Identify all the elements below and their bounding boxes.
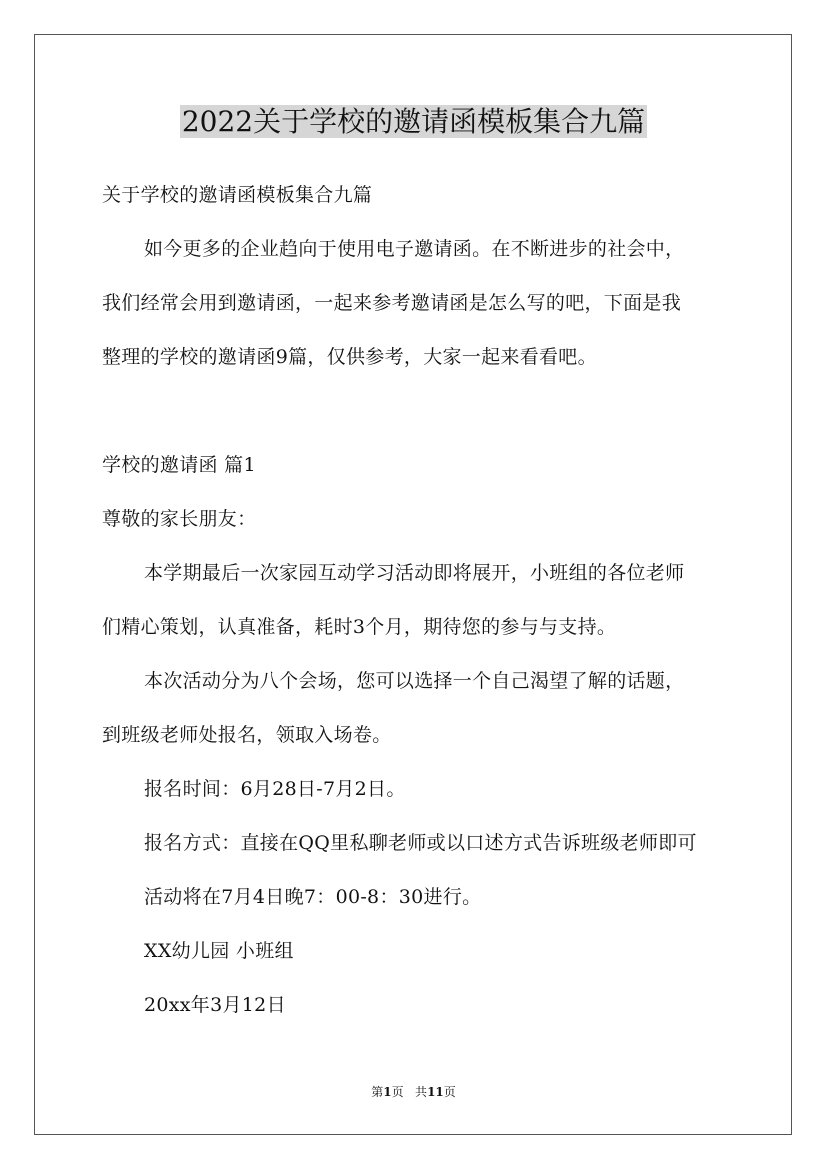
registration-method: 报名方式：直接在QQ里私聊老师或以口述方式告诉班级老师即可: [144, 832, 697, 854]
footer-page-number: 1: [383, 1085, 392, 1099]
body-line-3: 本次活动分为八个会场，您可以选择一个自己渴望了解的话题，: [144, 670, 685, 692]
document-title-text: 2022关于学校的邀请函模板集合九篇: [181, 105, 646, 138]
document-subtitle: 关于学校的邀请函模板集合九篇: [102, 184, 373, 206]
signature-date: 20xx年3月12日: [144, 994, 286, 1016]
footer-page-suffix: 页: [391, 1085, 404, 1099]
page-footer: [0, 1084, 827, 1100]
intro-line-3: 整理的学校的邀请函9篇，仅供参考，大家一起来看看吧。: [102, 346, 597, 368]
body-line-1: 本学期最后一次家园互动学习活动即将展开，小班组的各位老师: [144, 562, 685, 584]
footer-total-prefix: 共: [415, 1085, 428, 1099]
body-line-4: 到班级老师处报名，领取入场卷。: [102, 724, 392, 746]
footer-total-pages: 11: [427, 1085, 444, 1099]
footer-page-prefix: 第: [371, 1085, 384, 1099]
salutation: 尊敬的家长朋友：: [102, 508, 257, 530]
body-line-2: 们精心策划，认真准备，耗时3个月，期待您的参与与支持。: [102, 616, 617, 638]
intro-line-2: 我们经常会用到邀请函，一起来参考邀请函是怎么写的吧，下面是我: [102, 292, 682, 314]
section-heading: 学校的邀请函 篇1: [102, 454, 256, 476]
document-title: [0, 102, 827, 142]
intro-line-1: 如今更多的企业趋向于使用电子邀请函。在不断进步的社会中，: [144, 238, 685, 260]
activity-time: 活动将在7月4日晚7：00-8：30进行。: [144, 886, 482, 908]
signature-org: XX幼儿园 小班组: [144, 940, 294, 962]
registration-time: 报名时间：6月28日-7月2日。: [144, 778, 406, 800]
footer-total-suffix: 页: [443, 1085, 456, 1099]
